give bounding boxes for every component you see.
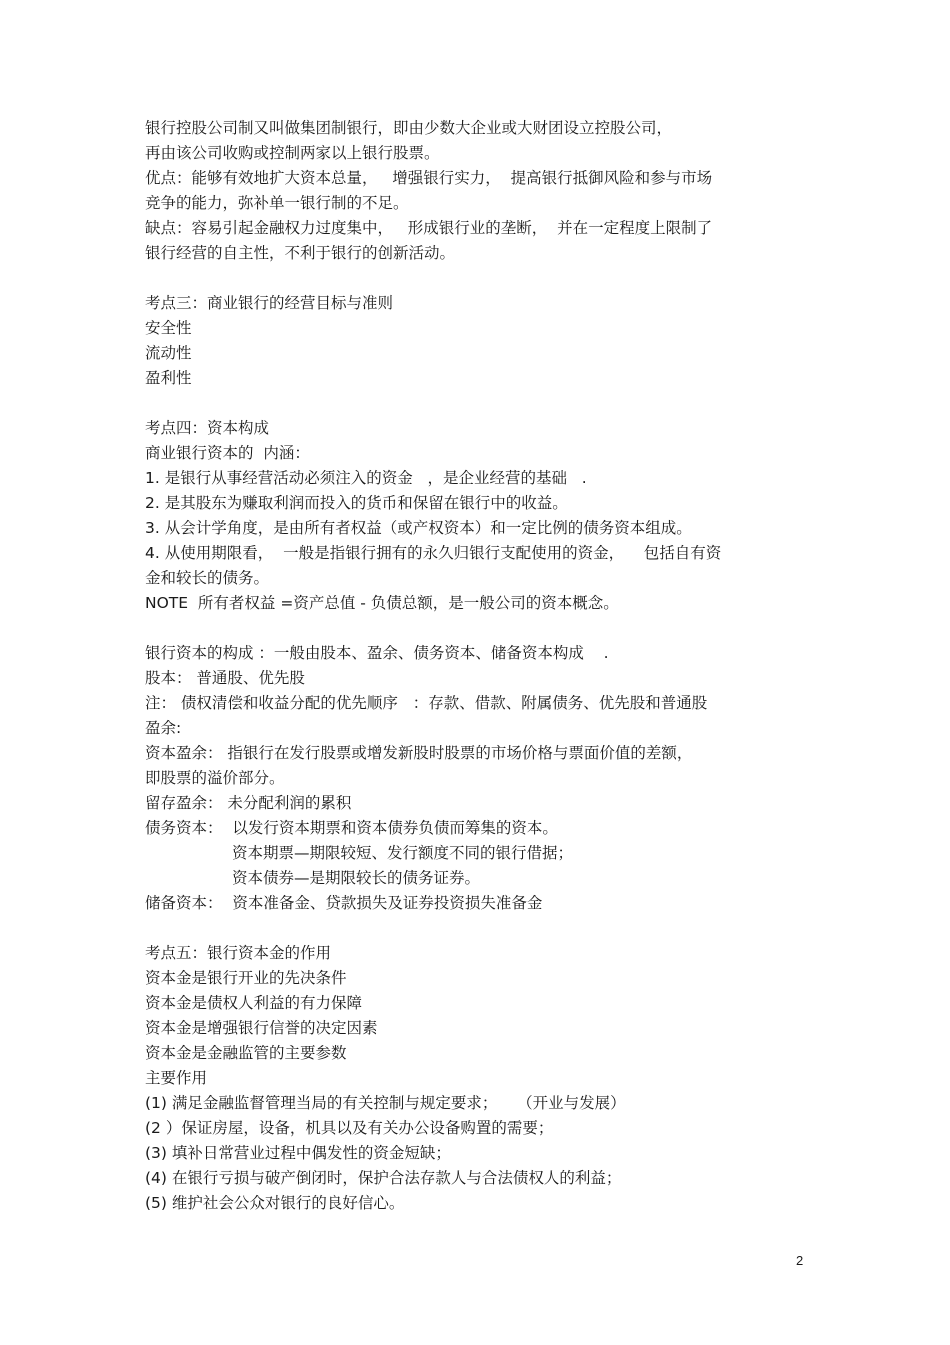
advantages-line: 优点：能够有效地扩大资本总量， 增强银行实力， 提高银行抵御风险和参与市场 — [145, 169, 713, 187]
page-number: 2 — [796, 1253, 804, 1268]
debt-capital-detail: 资本期票—期限较短、发行额度不同的银行借据； — [232, 844, 574, 862]
disadvantages-line: 缺点：容易引起金融权力过度集中， 形成银行业的垄断， 并在一定程度上限制了 — [145, 219, 713, 237]
note-line: NOTE 所有者权益 =资产总值 - 负债总额，是一般公司的资本概念。 — [145, 594, 619, 612]
role-item: (2 ）保证房屋，设备，机具以及有关办公设备购置的需要； — [145, 1119, 554, 1137]
section-intro: 商业银行资本的 内涵： — [145, 444, 310, 462]
capital-surplus-line: 即股票的溢价部分。 — [145, 769, 285, 787]
numbered-point-continued: 金和较长的债务。 — [145, 569, 270, 587]
numbered-point: 1. 是银行从事经营活动必须注入的资金 ，是企业经营的基础 . — [145, 469, 587, 487]
spacer — [145, 916, 805, 941]
list-item: 盈利性 — [145, 369, 192, 387]
spacer — [145, 391, 805, 416]
debt-capital-detail: 资本债券—是期限较长的债务证券。 — [232, 869, 481, 887]
surplus-label: 盈余: — [145, 719, 182, 737]
list-item: 资本金是增强银行信誉的决定因素 — [145, 1019, 378, 1037]
section-heading: 考点四：资本构成 — [145, 419, 270, 437]
list-item: 流动性 — [145, 344, 192, 362]
numbered-point: 4. 从使用期限看， 一般是指银行拥有的永久归银行支配使用的资金， 包括自有资 — [145, 544, 722, 562]
document-body — [145, 116, 805, 1216]
section-heading: 考点三：商业银行的经营目标与准则 — [145, 294, 394, 312]
role-item: (1) 满足金融监督管理当局的有关控制与规定要求； （开业与发展） — [145, 1094, 626, 1112]
list-item: 资本金是银行开业的先决条件 — [145, 969, 347, 987]
debt-capital-line: 债务资本： 以发行资本期票和资本债券负债而筹集的资本。 — [145, 819, 558, 837]
list-item: 资本金是金融监管的主要参数 — [145, 1044, 347, 1062]
subheading: 主要作用 — [145, 1069, 208, 1087]
section-heading: 银行资本的构成 ：一般由股本、盈余、债务资本、储备资本构成 . — [145, 644, 609, 662]
list-item: 安全性 — [145, 319, 192, 337]
section-heading: 考点五：银行资本金的作用 — [145, 944, 332, 962]
role-item: (4) 在银行亏损与破产倒闭时，保护合法存款人与合法债权人的利益； — [145, 1169, 622, 1187]
priority-note: 注： 债权清偿和收益分配的优先顺序 ：存款、借款、附属债务、优先股和普通股 — [145, 694, 708, 712]
advantages-line: 竞争的能力，弥补单一银行制的不足。 — [145, 194, 409, 212]
numbered-point: 3. 从会计学角度，是由所有者权益（或产权资本）和一定比例的债务资本组成。 — [145, 519, 692, 537]
retained-surplus-line: 留存盈余： 未分配利润的累积 — [145, 794, 352, 812]
role-item: (5) 维护社会公众对银行的良好信心。 — [145, 1194, 405, 1212]
spacer — [145, 266, 805, 291]
numbered-point: 2. 是其股东为赚取利润而投入的货币和保留在银行中的收益。 — [145, 494, 568, 512]
disadvantages-line: 银行经营的自主性，不利于银行的创新活动。 — [145, 244, 456, 262]
capital-surplus-line: 资本盈余： 指银行在发行股票或增发新股时股票的市场价格与票面价值的差额， — [145, 744, 693, 762]
reserve-capital-line: 储备资本： 资本准备金、贷款损失及证券投资损失准备金 — [145, 894, 543, 912]
paragraph-line: 再由该公司收购或控制两家以上银行股票。 — [145, 144, 440, 162]
stock-line: 股本： 普通股、优先股 — [145, 669, 305, 687]
paragraph-line: 银行控股公司制又叫做集团制银行，即由少数大企业或大财团设立控股公司， — [145, 119, 673, 137]
list-item: 资本金是债权人利益的有力保障 — [145, 994, 363, 1012]
role-item: (3) 填补日常营业过程中偶发性的资金短缺； — [145, 1144, 451, 1162]
spacer — [145, 616, 805, 641]
